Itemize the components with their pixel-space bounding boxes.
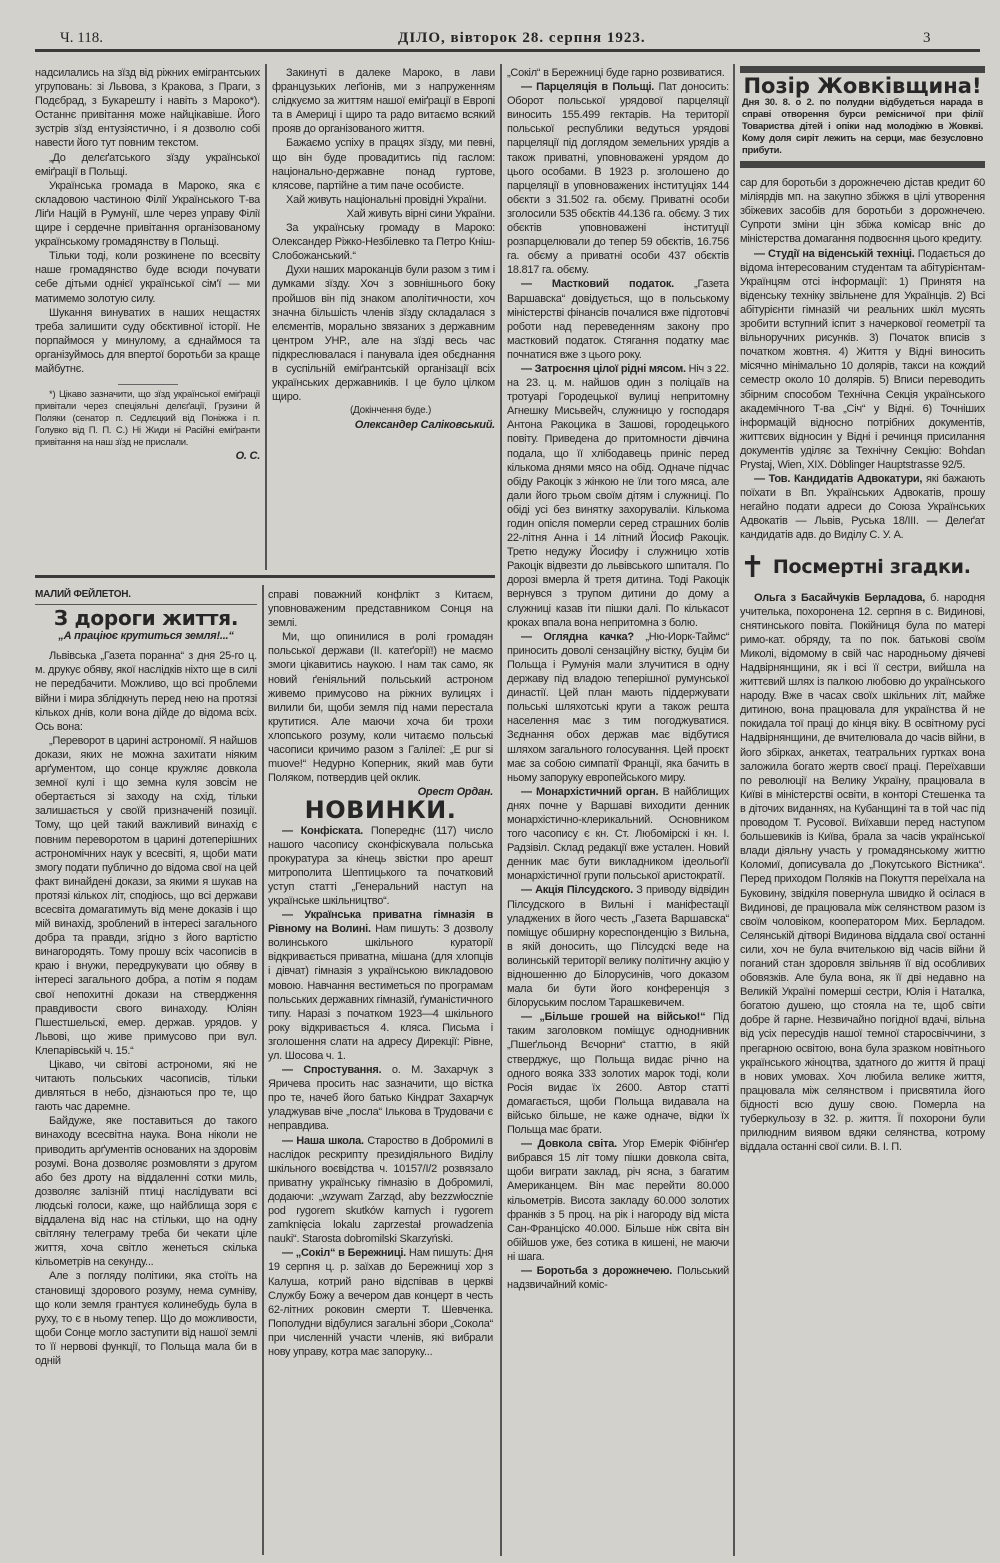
paragraph	[272, 263, 495, 404]
paragraph	[35, 179, 260, 249]
paragraph	[268, 1246, 493, 1359]
masthead: ДІЛО, вівторок 28. серпня 1923.	[398, 30, 646, 46]
paragraph	[272, 221, 495, 263]
paragraph	[35, 249, 260, 305]
paragraph	[740, 591, 985, 1155]
paragraph	[35, 649, 257, 734]
paragraph-text: справі поважний конфлікт з Китаєм, уповноваженим представником Сонця на землі.	[268, 589, 493, 630]
feuilleton-continued-and-news	[268, 588, 493, 1555]
paragraph	[740, 176, 985, 246]
paragraph	[268, 1063, 493, 1133]
paragraph-text: Попереднє (117) число нашого часопису сконфіскувала польська прокуратура за кінець звістки про арешт митрополита Шептицького та початковий уступ статті „Генеральний наступ на українське шкільництво“.	[268, 824, 493, 907]
paragraph	[507, 277, 729, 362]
item-heading: — Наша школа.	[282, 1134, 364, 1147]
obituary-title: Посмертні згадки.	[772, 556, 971, 579]
paragraph	[507, 1137, 729, 1264]
paragraph	[35, 1269, 257, 1368]
notice-title: Позір Жовківщина!	[743, 74, 982, 98]
paragraph	[35, 66, 260, 151]
paragraph-text: Шукання винуватих в наших нещастях треба залишити суду обєктивної історії. Не порпаймося у минулому, а єднаймося та організуймось для впертої боротьби за краще майбутнє.	[35, 306, 260, 375]
item-heading: — Спростування.	[282, 1064, 382, 1077]
feuilleton-kicker: МАЛИЙ ФЕЙЛЕТОН.	[35, 588, 257, 605]
paragraph	[35, 734, 257, 1058]
paragraph	[272, 136, 495, 192]
column-rule	[265, 64, 267, 570]
notice-text: Дня 30. 8. о 2. по полудни відбудеться нарада в справі отворення бурси ремісничої при філії Товариства дітей і опіки над молодіжю в Жовкві. Кому доля сиріт лежить на серци, має безусловно прибути.	[742, 97, 983, 157]
paragraph-text: які бажають поїхати в Вп. Українських Адвокатів, прошу негайно подати адреси до Союза Українських Адвокатів — Львів, Руська 18/III. — Делеґат кандидатів адв. до Виділу С. У. А.	[740, 473, 985, 542]
paragraph-text: „Сокіл“ в Бережниці буде гарно розвиватися.	[507, 67, 725, 79]
news-column	[507, 66, 729, 1555]
paragraph-text: Пат доносить: Оборот польської урядової парцеляції виносить 155.499 гектарів. На території польської республики ведуться урядові парцеляції під доглядом земельних урядів а також приватні, уповноважені урядом до цього особами. В 1923 р. зголошено до парцеляції в уповноважених інституціях 144 обєкти з 31.502 га. обєму. Приватні особи зголосили 535 обєктів 44.136 га. обєму. З тих обєктів уповноважені інституції розпарцелювали до тепер 59 обєктів, 16.756 га. обєму а приватні особи 437 обєктів 18.817 га. обєму.	[507, 81, 729, 277]
paragraph	[35, 1114, 257, 1269]
paragraph-text: Угор Емерік Фібінґер вибрався 15 літ тому пішки довкола світа, щоби виграти заклад, річ ясна, з багатим Американцем. Він має перейти 80.000 кільометрів. Висота закладу 60.000 золотих франків з 5 проц. на рік і нагороду від міста Сан-Франціско 40.000. Більше ніж світа він обійшов уже, без сотика в кишені, не маючи ні шага.	[507, 1138, 729, 1263]
column-rule	[733, 64, 735, 1556]
feuilleton	[35, 588, 257, 1555]
signature: Олександер Саліковський.	[354, 419, 495, 432]
paragraph	[507, 630, 729, 785]
paragraph-text: Духи наших мароканців були разом з тим і думками зїзду. Хоч з зовнішнього боку пройшов він під знаком аполітичности, хоч значна більшість членів зїзду складалася з елєментів, морально звязаних з державним центром УНР., але на зїзді весь час підкреслювалася і панувала ідея обєднання в суспільній еміґрантській організації всіх українських державників. І це було цілком щиро.	[272, 264, 495, 404]
paragraph	[268, 1134, 493, 1247]
paragraph-text: Хай живуть вірні сини України.	[346, 207, 495, 220]
footnote-rule	[118, 384, 178, 385]
paragraph-text: Цікаво, чи світові астрономи, які не читають польських часописів, тільки дивляться в небо, дізнаються про те, що гають час даремне.	[35, 1059, 257, 1114]
paragraph	[268, 630, 493, 785]
paragraph	[507, 362, 729, 630]
paragraph-text: надсилались на зїзд від ріжних емігрантських угруповань: зі Львова, з Кракова, з Праги, з Подєбрад, з Букарешту і навіть з Мароко*). Останнє привітання може найцікавіше. Його зустрів зїзд ентузіястично, і я дозволю собі навести його тут повним текстом.	[35, 67, 260, 150]
item-heading: Ольга з Басайчуків Берладова,	[754, 591, 926, 604]
page-header	[30, 30, 980, 50]
paragraph	[507, 66, 729, 80]
continued-note: (Докінчення буде.)	[349, 405, 432, 417]
item-heading: — Акція Пілсудского.	[521, 884, 633, 897]
paragraph-text: „До делєґатського зїзду української еміґрації в Польщі.	[35, 151, 260, 178]
paragraph-text: Під таким заголовком поміщує одноднивник „Пшеґльонд Вєчорни“ статтю, в якій стверджує, що Польща видає річно на одного вояка 333 золотих марок тоді, коли Росія видає їх 2600. Автор статті домагається, щоби Польща видавала на військо більше, не каже одначе, відки їх Польща має брати.	[507, 1011, 729, 1137]
paragraph-text: б. народня учителька, похоронена 12. серпня в с. Видинові, снятинського повіта. Покійниця була по матері римо-кат. обряду, та по пок. батькові своїм Миколі, відомому в свій час народньому діячеві Надвірнянщини, як і всі її сестри, вийшла на життєвий шлях із палкою любовю до українського народу. Вже в часах своїх шкільних літ, майже дитиною, вона працювала для українства й не покидала тої праці до кінця віку. В освітному русі Надвірнянщини, де вчителювала до часів війни, в його збірках, анкетах, театральних гуртках вона заложила богато жертв своєї праці. Переїхавши по революції на Велику Україну, працювала в Київі в міністерстві освіти, в конторі Стешенка та в діточих виданнях, на Кубанщині та в той час під проводом Т. Русової. Виїхавши перед наступом большевиків із Київа, брала за часів української влади діяльну участь у громадянському життю Коломиї, дописувала до „Покутського Вістника“. Перед приходом Поляків на Покуття переїхала на Буковину, звідкіля повернула швидко й осілася в Видинові, де працювала між селянством разом із своїм чоловіком, кооператором Мих. Берладом. Селянській дітворі Видинова віддала свої останні сили, хоч не була вчителькою від часів війни й поганий стан здоровля звільняв її від особливих обовязків. Але була вона, як її дві недавно на Великій Україні померші сестри, Юлія і Наталка, богатою душею, що стояла на те, щоб світи добре й гарне. Незвичайно погідної вдачі, вільна від усіх пересудів нашої темної старосвіччини, з прегарною освітою, вона була зразком новітнього українського жіноцтва, здатного до життя й праці в нових умовах. Хоч любила велике життя, працювала між селянством і присвятила його бідності всю душу свою. Померла на туберкульозу в 32. р. життя. Її похорони були прилюдним виявом вдяки селянства, котрому віддала останні свої сили. В. І. П.	[740, 591, 985, 1154]
paragraph	[35, 1058, 257, 1114]
cross-icon: ✝	[740, 550, 765, 584]
paragraph-text: З приводу відвідин Пілсудского в Вильні і маніфестації уладжених в його честь „Газета Варшавска“ поміщує обширну кореспонденцію з Вильна, в якій доносить, що Пілсудскі веде на волинській території велику політичну акцію у відношенню до Білорусинів, чого доказом мала би бути його конференція з білоруським послом Тарашкевичем.	[507, 884, 729, 1010]
paragraph	[35, 306, 260, 376]
paragraph	[272, 207, 495, 221]
issue-number: Ч. 118.	[60, 30, 103, 46]
paragraph-text: Байдуже, яке поставиться до такого винаходу всесвітна наука. Вона ніколи не приводить арґументів основаних на здоровім розумі. Вона дозволяє розмовляти з другом або без дроту на віддаленні сотки миль, дозволяє залізній птиці наслідувати всі людські голоси, каже, що найблища зоря є віддалена від нас на стільки, що на одну світляну телеграму треба би чекати ціле життя, хоча світло женеться скілька кільометрів на секунду...	[35, 1115, 257, 1269]
item-heading: — Конфіската.	[282, 824, 363, 837]
paragraph-text: Подається до відома інтересованим студентам та абітурієнтам-Українцям отсі інформації: 1) Принятя на віденську техніку звільнене для Українців. 2) Всі абітурієнти гімназій чи реальних шкіл мусять зробити вступний іспит з начеркової геометрії та вільноручних рисунків. 3) Початок вписів з початком жовтня. 4) Життя у Відні виносить місячно мінімально 10 долярів, такси на кождий семестр около 10 долярів. 5) Вписи переводить збірним способом Технічна Секція українського академічного Т-ва „Січ“ у Відні. 6) Точніших інформацій відносно потрібних документів, життєвих відносин у Відні і речинця присилання документів уділяє за Технічну Секцію: Bohdan Prystaj, Wien, XIX. Döblinger Hauptstrasse 92/5.	[740, 247, 985, 471]
item-heading: — Тов. Кандидатів Адвокатури,	[754, 473, 923, 486]
paragraph	[507, 1010, 729, 1137]
paragraph-text: Хай живуть національні провідні України.	[286, 193, 487, 206]
paragraph	[268, 908, 493, 1063]
article-emigration-continued	[35, 66, 260, 571]
feuilleton-subtitle: „А праціює крутиться земля!...“	[58, 630, 234, 643]
notice-box	[740, 66, 985, 168]
page-number: 3	[923, 30, 931, 46]
paragraph	[507, 883, 729, 1010]
item-heading: — Монархістичний орган.	[521, 785, 659, 798]
paragraph-text: Староство в Добромилі в наслідок рескрипту президіяльного Виділу шкільного воєвідства ч. 10157/I/2 розвязало приватну українську гімназію в Добромилі, додаючи: „wzywam Zarząd, aby bezzwłocznie pod rygorem skutków karnych i rygorem zamknięcia lokalu zaprzestał prowadzenia nauki“. Starosta dobromilski Skarzyński.	[268, 1134, 493, 1246]
paragraph	[507, 80, 729, 277]
item-heading: — Довкола світа.	[521, 1138, 617, 1151]
paragraph-text: Тільки тоді, коли розкинене по всесвіту наше громадянство буде всюди почувати себе дітьми однієї української сім'ї — ми матимемо золотую силу.	[35, 250, 260, 305]
item-heading: — Мастковий податок.	[521, 278, 674, 291]
paragraph	[268, 824, 493, 909]
paragraph-text: В найблищих днях почне у Варшаві виходити денник монархістично-клерикальний. Основником того часопису є кн. Ст. Любомірскі і кн. І. Радзівіл. Склад редакції вже устален. Новий денник має бути викладником ідеольоґії монархістичної групи польської аристократії.	[507, 785, 729, 883]
paragraph-text: Українська громада в Мароко, яка є складовою частиною Філії Українського Т-ва Ліґи Націй в Румунії, шле через управу Філії щире і сердечне привітання організованому українському громадянству в Польщі.	[35, 179, 260, 249]
signature: Орест Ордан.	[417, 786, 493, 799]
paragraph-text: сар для боротьби з дорожнечею дістав кредит 60 міліярдів мп. на закупно збіжжя в цілі утворення збіжевих засобів для боротьби з дорожнечею. Супроти зміни цін збіжа комісар вніс до міністерства домагання подвоєння цього кредиту.	[740, 177, 985, 246]
item-heading: — Оглядна качка?	[521, 630, 634, 643]
news-heading: НОВИНКИ.	[304, 796, 457, 825]
paragraph-text: „Ню-Иорк-Таймс“ приносить доволі сензаційну вістку, буцім би Польща і Румунія мали злучитися в одну державу під владою теперішної румунської династії. Цей план мають піддержувати польські шляхотські круги а також решта населення має з тим погоджуватися. Зєднання обох держав має відбутися шляхом загального голосування. Цей проєкт має за собою симпатії Франції, яка бачить в ньому запоруку европейського миру.	[507, 630, 729, 784]
paragraph-text: Закинуті в далеке Мароко, в лави французьких леґіонів, ми з напруженням слідкуємо за життям нашої еміґрації в Европі та в Америці і щиро та радо витаємо всякий прояв до організованого життя.	[272, 67, 495, 136]
paragraph	[507, 1264, 729, 1292]
header-rule	[35, 49, 980, 52]
signature: О. С.	[235, 450, 260, 463]
column-rule	[500, 64, 502, 1556]
item-heading: — Студії на віденській техніці.	[754, 247, 915, 260]
paragraph-text: „Газета Варшавска“ довідується, що в польському міністерстві фінансів почалися вже підготовчі роботи над переведенням закону про мастковий податок. Стягання податку має почнатися вже з цього року.	[507, 278, 729, 361]
paragraph	[740, 472, 985, 542]
paragraph-text: Але з погляду політики, яка стоїть на становищі здорового розуму, нема сумніву, що коли земля грантуєя колинебудь була в руху, то є в ньому тепер. Що до можливости, щоби Сонце могло заступити від нашої землі то її нервові функції, то Польща мала би в одній	[35, 1270, 257, 1367]
item-heading: — „Більше грошей на військо!“	[521, 1011, 706, 1024]
paragraph	[272, 193, 495, 207]
section-rule	[35, 575, 495, 578]
paragraph-text: Польський надзвичайний коміс-	[507, 1264, 729, 1292]
footnote: *) Цікаво зазначити, що зїзд української еміґрації привітали через спеціяльні делєґації, Грузини й Поляки (сенатор п. Седлєцкий від Поніжжа і п. Голувко від П. П. С.) Ні Жиди ні Расійні еміґранти привітання на наш зїзд не прислали.	[35, 389, 260, 449]
item-heading: — Українська приватна гімназія в Рівному на Волині.	[268, 909, 493, 936]
item-heading: — Затроєння цілої рідні мясом.	[521, 362, 686, 375]
paragraph-text: о. М. Захарчук з Яричева просить нас зазначити, що вістка про те, начеб його батько Кіндрат Захарчук уладжував віче „посла“ Ількова в Трудовачи є неправдива.	[268, 1064, 493, 1133]
column-rule	[262, 585, 264, 1555]
paragraph-text: Ми, що опинилися в ролі громадян польської держави (II. катеґорії!) не маємо змоги цікавитись наукою. І нам так само, як новий ґеніяльний польський астроном живемо примусово на ріжних вулицях і вилили би, щоби земля під нами перестала крутитися. Але маючи хоча би трохи хлопського розуму, коли читаємо польські часописи кричимо разом з Галілеї: „E pur si muove!“ Недурно Коперник, який мав бути Поляком, потвердив цей оклик.	[268, 631, 493, 785]
paragraph-text: Нам пишуть: Дня 19 серпня ц. р. заїхав до Бережниці хор з Калуша, котрий рано відспівав в церкві Службу Божу а вечером дав концерт в честь 62-літних роковин смерти Т. Шевченка. Пополудни відбулися загальні збори „Сокола“ при численній участи членів, які вибрали нову управу, котра має запоруку...	[268, 1247, 493, 1358]
paragraph-text: Бажаємо успіху в працях зїзду, ми певні, що він буде провадитись під гаслом: національно-державне понад гуртове, клясове, партійне а тим паче особисте.	[272, 137, 495, 192]
item-heading: — „Сокіл“ в Бережниці.	[282, 1247, 406, 1260]
paragraph-text: Нам пишуть: З дозволу волинського шкільного кураторії відкривається приватна, мішана (для хлопців і дівчат) гімназія з українською викладовою мовою. Навчання вестиметься по програмам польських державних гімназій, ґуманістичного типу. Наразі з початком 1923—4 шкільного року відкривається 4. кляса. Письма і зголошення слати на адресу Дирекції: Рівне, ул. Шосова ч. 1.	[268, 923, 493, 1062]
paragraph-text: „Переворот в царині астрономії. Я найшов докази, яких не можна захитати ніяким арґументом, що сонце кружляє довкола земної кулі і що земна куля зовсім не обертається зі заходу на схід, тільки залишається у своїй призначеній позиції. Тому, що цей такий важливий винахід є повним переворотом в царині дотеперішних астрономічних наук у всесвіті, я, щоби мати змогу подати публично до відома свої на цей факт винайдені докази, за якими я шукав на протязі кількох літ, сподіюсь, що всі держави всесвіта домагатимуть від мене доказів і що мій винахід, зроблений в інтересі загального добра та правди, згідно з його вартістю винагородять. Тому прошу всіх часописів в краю і внужи, передрукувати цю обяву в інтересі загального добра, а потім я подам свої непохитні докази на ствердження правдивости свого винаходу. Юліян Пшестшельскі, емер. держав. урядов. у Львові, що живе примусово при вул. Клепарівській ч. 15.“	[35, 734, 257, 1057]
right-column	[740, 66, 985, 1555]
item-heading: — Боротьба з дорожнечею.	[521, 1264, 673, 1277]
paragraph-text: За українську громаду в Мароко: Олександер Ріжко-Незбілевко та Петро Кніш-Слобожанський.“	[272, 222, 495, 263]
paragraph	[507, 785, 729, 884]
paragraph	[35, 151, 260, 179]
item-heading: — Парцеляція в Польщі.	[521, 81, 655, 94]
paragraph	[740, 247, 985, 473]
paragraph-text: Львівська „Газета поранна“ з дня 25-го ц. м. друкує обяву, якої наслідків ніхто ще в силі не передбачити. Можливо, що всі проблеми війни і мира зблідкнуть перед нею на протязі кількох днів, коли вона дійде до відома всіх. Ось вона:	[35, 650, 257, 733]
feuilleton-title: З дороги життя.	[53, 606, 239, 631]
paragraph	[272, 66, 495, 136]
obituary-header	[740, 550, 985, 584]
paragraph-text: Ніч з 22. на 23. ц. м. найшов один з поліцаїв на тротуарі Городецької вулиці непритомну Агнешку Мисьвейч, служницю у господаря Антона Ракоцика в Зашові, городецького повіту. Приведена до притомности дівчина подала, що її хлібодавець приніс перед кількома днями мясо на обід. Одначе підчас обіду Ракоцік з жінкою не їли того мяса, але дали його трьом своїм дітям і служниці. По обіді усі без винятку захоруваліи. Кількома годин опісля померли серед страшних болів 22-літня Анна і 14 літний Йосиф Ракоцік. Третю недужу Йосифу і служницю хотів Ракоцік відвезти до львівського шпиталя. По дорозі вмерла й третя дитина. Тоді Ракоцік вернувся з трупом дитини до дому а служниці казав іти пішки далі. По кількасот кроках впала вона непритомна з болю.	[507, 362, 729, 629]
paragraph	[268, 588, 493, 630]
article-morocco-greeting	[272, 66, 495, 571]
